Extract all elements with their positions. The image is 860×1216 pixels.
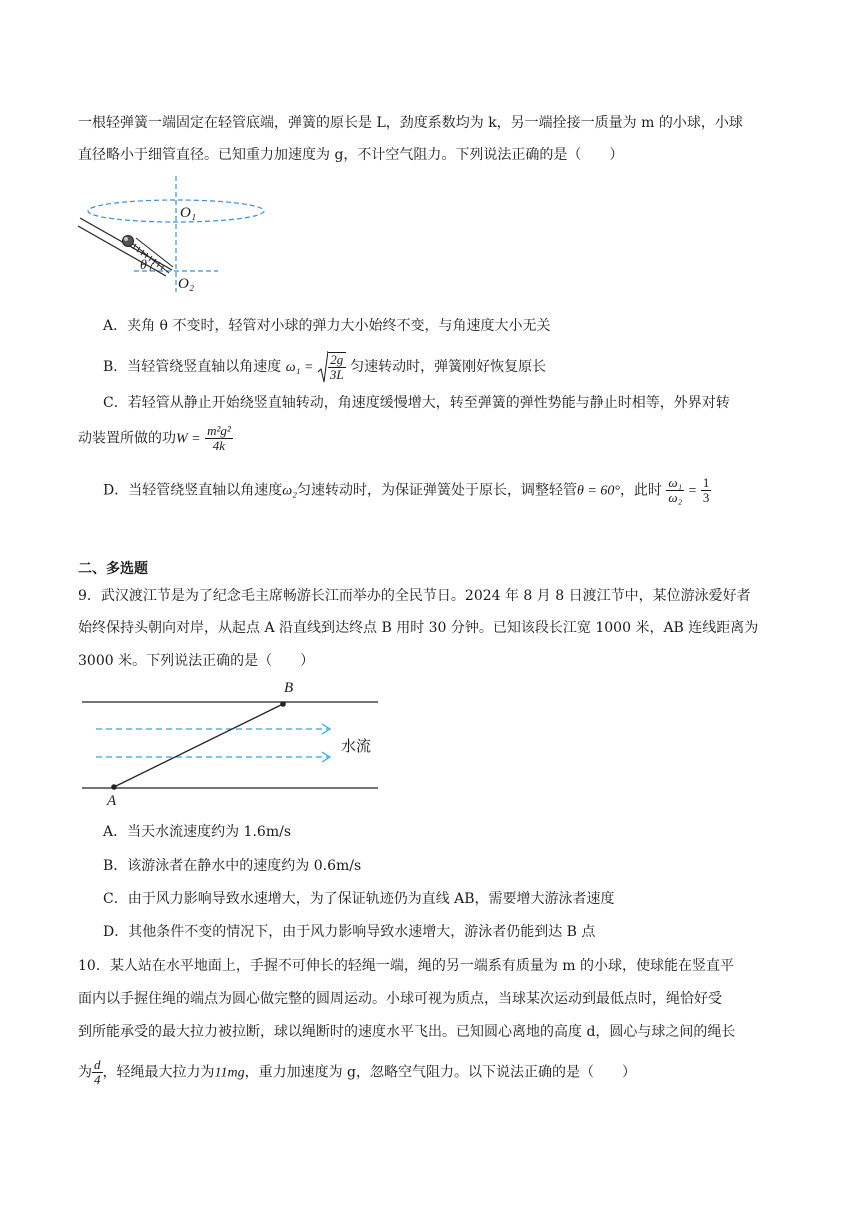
section-title-multiple-choice: 二、多选题 [78, 561, 148, 577]
q9-figure-label-a: A [107, 793, 117, 809]
q8-option-c-line-2 [78, 424, 233, 453]
q10-stem-suffix: ，重力加速度为 g，忽略空气阻力。以下说法正确的是（ ） [244, 1064, 636, 1081]
q8-option-d-mid: 匀速转动时，为保证弹簧处于原长，调整轻管 [297, 482, 577, 499]
q8-stem-line-2: 直径略小于细管直径。已知重力加速度为 g，不计空气阻力。下列说法正确的是（ ） [78, 147, 624, 163]
q8-option-d-eq: = [688, 483, 697, 499]
q8-option-d [103, 476, 711, 505]
q8-option-d-num: ω₁ [668, 475, 683, 490]
q9-option-c: C．由于风力影响导致水速增大，为了保证轨迹仍为直线 AB，需要增大游泳者速度 [103, 891, 615, 907]
q9-option-a: A．当天水流速度约为 1.6m/s [103, 824, 292, 840]
q8-option-b-sqrt [318, 350, 346, 384]
q9-figure-label-b: B [284, 680, 294, 696]
q10-stem-prefix: 为 [78, 1064, 92, 1081]
q8-option-d-prefix: D．当轻管绕竖直轴以角速度 [103, 482, 283, 499]
q10-stem-line-3: 到所能承受的最大拉力被拉断，球以绳断时的速度水平飞出。已知圆心离地的高度 d，圆心与球之间的绳长 [78, 1024, 736, 1040]
q8-option-b-num: 2g [328, 353, 346, 368]
q8-option-c-line-1: C．若轻管从静止开始绕竖直轴转动，角速度缓慢增大，转至弹簧的弹性势能与静止时相等，外界对转 [103, 395, 730, 411]
q8-option-c-prefix: 动装置所做的功 [78, 430, 176, 447]
q9-stem-line-1: 9．武汉渡江节是为了纪念毛主席畅游长江而举办的全民节日。2024 年 8 月 8 日渡江节中，某位游泳爱好者 [78, 588, 751, 604]
q8-figure-label-theta: θ [140, 258, 147, 273]
q10-stem-line-2: 面内以手握住绳的端点为圆心做完整的圆周运动。小球可视为质点，当球某次运动到最低点时，绳恰好受 [78, 991, 722, 1007]
q9-option-d: D．其他条件不变的情况下，由于风力影响导致水速增大，游泳者仍能到达 B 点 [103, 924, 596, 940]
q9-stem-line-2: 始终保持头朝向对岸，从起点 A 沿直线到达终点 B 用时 30 分钟。已知该段长江宽 1000 米，AB 连线距离为 [78, 620, 759, 636]
q8-option-b-den: 3L [329, 367, 344, 382]
q8-option-d-theta: θ = 60° [577, 483, 620, 499]
q8-option-b-omega: ω₁ = [285, 360, 314, 375]
q8-option-c-den: 4k [212, 438, 226, 453]
q8-option-b [103, 350, 546, 384]
q8-option-d-rden: 3 [702, 490, 710, 505]
q9-figure-river-crossing [80, 680, 380, 810]
q8-option-c-w: W = [176, 431, 201, 447]
q9-figure-label-flow: 水流 [341, 737, 372, 755]
q8-option-c-num: m²g² [207, 423, 231, 438]
q8-stem-line-1: 一根轻弹簧一端固定在轻管底端，弹簧的原长是 L，劲度系数均为 k，另一端拴接一质量为 m 的小球，小球 [78, 115, 743, 131]
q8-option-d-suffix: ，此时 [619, 482, 662, 499]
q10-stem-force: 11mg [214, 1065, 245, 1081]
q8-option-d-den: ω₂ [668, 490, 683, 505]
q10-stem-line-4 [78, 1058, 636, 1087]
q10-stem-num: d [94, 1057, 101, 1072]
q8-figure-tube-spring [76, 174, 276, 300]
q10-stem-den: 4 [94, 1072, 101, 1087]
q8-figure-label-o2: O₂ [178, 276, 195, 292]
q8-option-d-omega: ω₂ [282, 483, 297, 499]
q8-option-a: A．夹角 θ 不变时，轻管对小球的弹力大小始终不变，与角速度大小无关 [103, 318, 551, 334]
q8-figure-label-o1: O₁ [180, 205, 197, 221]
q10-stem-line-1: 10．某人站在水平地面上，手握不可伸长的轻绳一端，绳的另一端系有质量为 m 的小球，使球能在竖直平 [78, 958, 734, 974]
q8-option-d-rnum: 1 [702, 475, 710, 490]
q9-option-b: B．该游泳者在静水中的速度约为 0.6m/s [103, 858, 362, 874]
q10-stem-mid: ，轻绳最大拉力为 [102, 1064, 215, 1081]
q8-option-b-suffix: 匀速转动时，弹簧刚好恢复原长 [350, 359, 547, 375]
q8-option-b-prefix: B．当轻管绕竖直轴以角速度 [103, 359, 282, 375]
q9-stem-line-3: 3000 米。下列说法正确的是（ ） [78, 653, 315, 669]
